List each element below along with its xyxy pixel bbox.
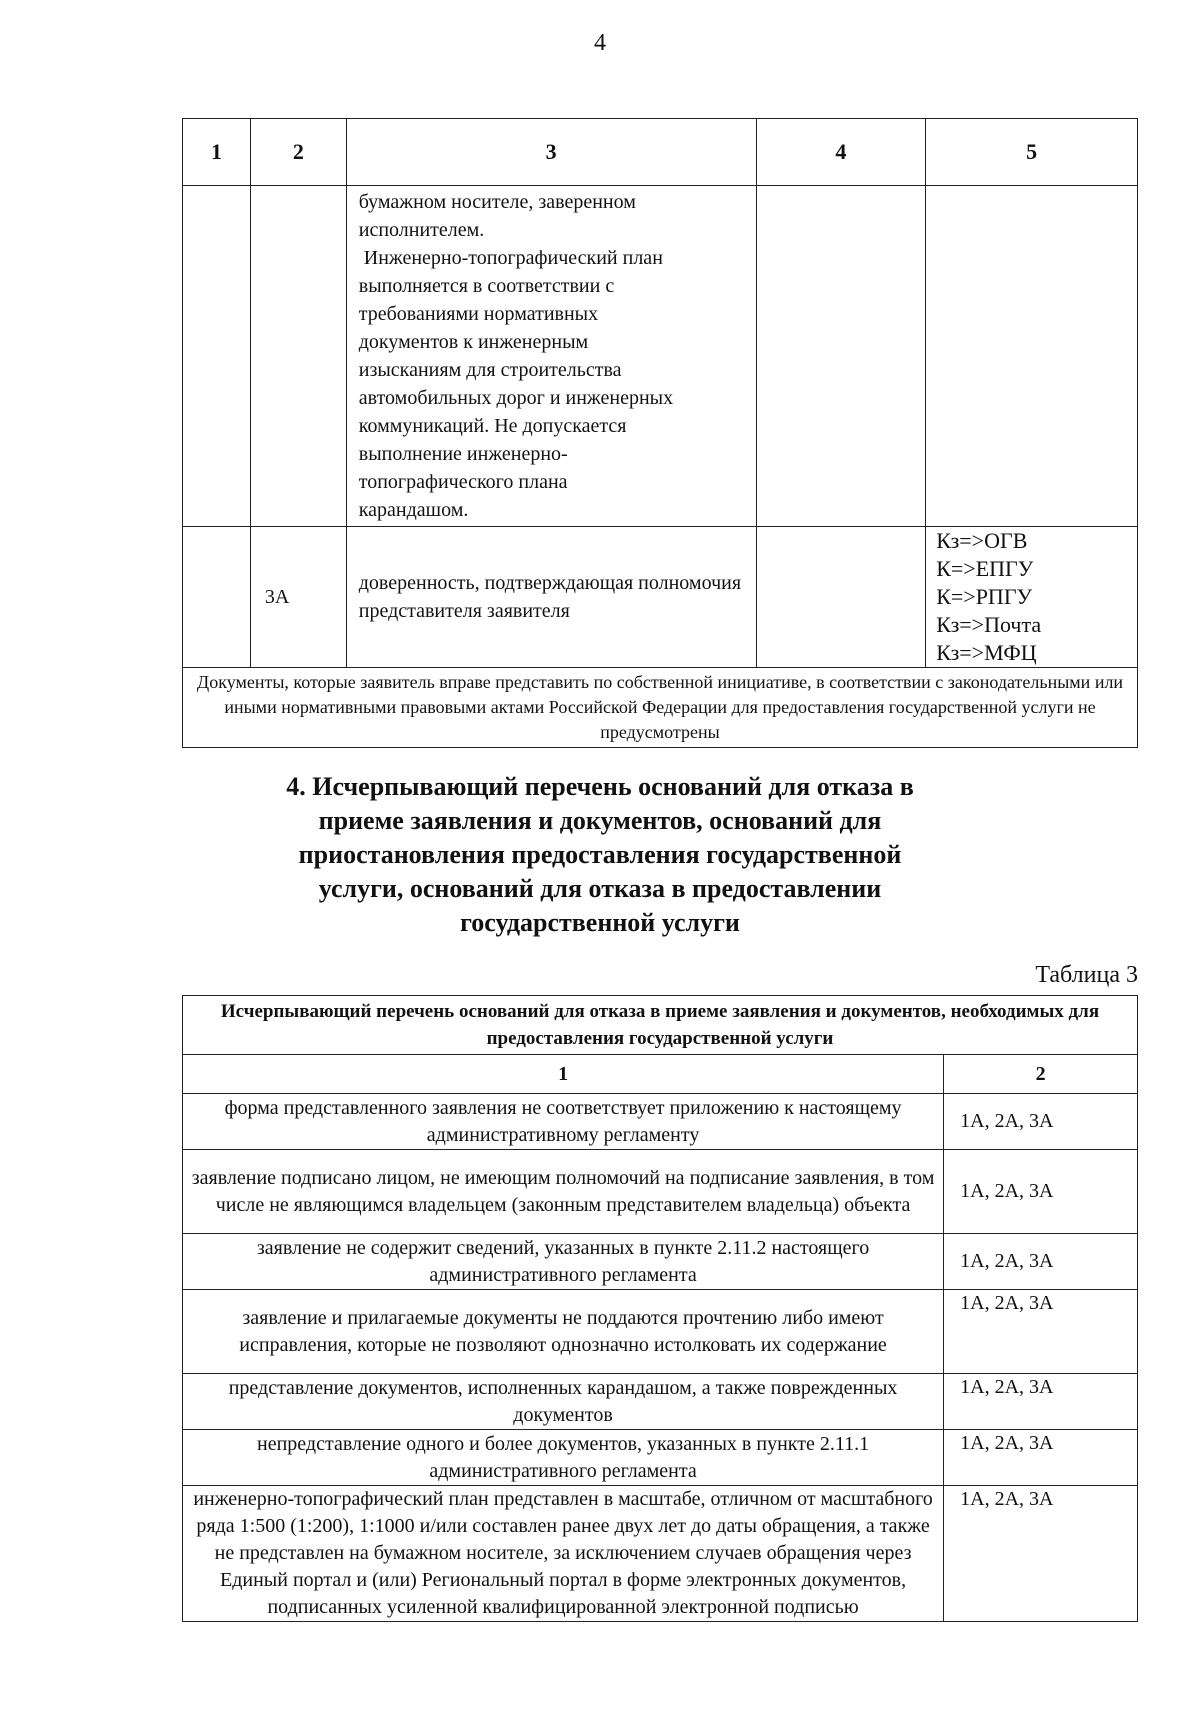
heading-line: приостановления предоставления государственной: [298, 840, 902, 869]
method-line: К=>ЕПГУ: [936, 556, 1034, 581]
method-line: Кз=>МФЦ: [936, 640, 1037, 665]
refusal-reason: представление документов, исполненных карандашом, а также поврежденных документов: [183, 1374, 944, 1430]
text-line: исполнителем.: [358, 219, 485, 241]
applicable-codes: 1А, 2А, 3А: [944, 1150, 1138, 1234]
page-number: 4: [594, 30, 606, 56]
table-row: [183, 668, 1138, 748]
section-heading: [0, 770, 1200, 940]
method-line: К=>РПГУ: [936, 584, 1033, 609]
refusal-reason: заявление подписано лицом, не имеющим полномочий на подписание заявления, в том числе не являющимся владельцем (законным представителем владельца) объекта: [183, 1150, 944, 1234]
table-row: [183, 1486, 1138, 1622]
header-cell: 4: [756, 119, 926, 186]
text-line: Инженерно-топографический план: [358, 247, 663, 269]
text-line: коммуникаций. Не допускается: [358, 415, 627, 437]
header-cell: 5: [926, 119, 1138, 186]
table-row: [183, 186, 1138, 527]
table-row: [183, 1234, 1138, 1290]
text-line: автомобильных дорог и инженерных: [358, 387, 674, 409]
table-title-row: [183, 996, 1138, 1055]
table-row: [183, 1430, 1138, 1486]
heading-line: приеме заявления и документов, оснований для: [318, 806, 882, 835]
table-row: [183, 1150, 1138, 1234]
applicable-codes: 1А, 2А, 3А: [944, 1290, 1138, 1374]
applicable-codes: 1А, 2А, 3А: [944, 1234, 1138, 1290]
table-header-row: [183, 119, 1138, 186]
table-row: [183, 527, 1138, 668]
method-line: Кз=>ОГВ: [936, 528, 1028, 553]
text-line: карандашом.: [358, 499, 469, 521]
refusal-reason: непредставление одного и более документов, указанных в пункте 2.11.1 административного регламента: [183, 1430, 944, 1486]
text-line: требованиями нормативных: [358, 303, 599, 325]
applicable-codes: 1А, 2А, 3А: [944, 1486, 1138, 1622]
document-description: доверенность, подтверждающая полномочия представителя заявителя: [346, 527, 756, 668]
requirements-cell: [346, 186, 756, 527]
refusal-grounds-table: [182, 995, 1138, 1622]
applicable-codes: 1А, 2А, 3А: [944, 1374, 1138, 1430]
header-cell: 1: [183, 1055, 944, 1094]
header-cell: 2: [944, 1055, 1138, 1094]
text-line: изысканиям для строительства: [358, 359, 622, 381]
text-line: топографического плана: [358, 471, 568, 493]
header-cell: 1: [183, 119, 251, 186]
header-cell: 2: [250, 119, 346, 186]
text-line: выполняется в соответствии с: [358, 275, 615, 297]
table-row: [183, 1094, 1138, 1150]
table-title: Исчерпывающий перечень оснований для отказа в приеме заявления и документов, необходимых для предоставления государственной услуги: [183, 996, 1138, 1055]
table-caption: Таблица 3: [1035, 962, 1138, 988]
table-row: [183, 1374, 1138, 1430]
text-line: документов к инженерным: [358, 331, 589, 353]
text-line: бумажном носителе, заверенном: [358, 191, 636, 213]
applicable-codes: 1А, 2А, 3А: [944, 1430, 1138, 1486]
applicable-codes: 1А, 2А, 3А: [944, 1094, 1138, 1150]
table-note: Документы, которые заявитель вправе представить по собственной инициативе, в соответствии с законодательными или иными нормативными правовыми актами Российской Федерации для предоставления государственной услуги не предусмотрены: [183, 668, 1138, 748]
refusal-reason: заявление не содержит сведений, указанных в пункте 2.11.2 настоящего административного регламента: [183, 1234, 944, 1290]
header-cell: 3: [346, 119, 756, 186]
refusal-reason: инженерно-топографический план представлен в масштабе, отличном от масштабного ряда 1:500 (1:200), 1:1000 и/или составлен ранее двух лет до даты обращения, а также не представлен на бумажном носителе, за исключением случаев обращения через Единый портал и (или) Региональный портал в форме электронных документов, подписанных усиленной квалифицированной электронной подписью: [183, 1486, 944, 1622]
text-line: выполнение инженерно-: [358, 443, 568, 465]
method-line: Кз=>Почта: [936, 612, 1042, 637]
submission-methods-cell: [926, 527, 1138, 668]
heading-line: государственной услуги: [460, 908, 740, 937]
table-header-row: [183, 1055, 1138, 1094]
heading-line: 4. Исчерпывающий перечень оснований для отказа в: [286, 772, 914, 801]
document-code: 3А: [250, 527, 346, 668]
refusal-reason: форма представленного заявления не соответствует приложению к настоящему административному регламенту: [183, 1094, 944, 1150]
table-row: [183, 1290, 1138, 1374]
heading-line: услуги, оснований для отказа в предоставлении: [318, 874, 882, 903]
documents-table: [182, 118, 1138, 748]
refusal-reason: заявление и прилагаемые документы не поддаются прочтению либо имеют исправления, которые не позволяют однозначно истолковать их содержание: [183, 1290, 944, 1374]
